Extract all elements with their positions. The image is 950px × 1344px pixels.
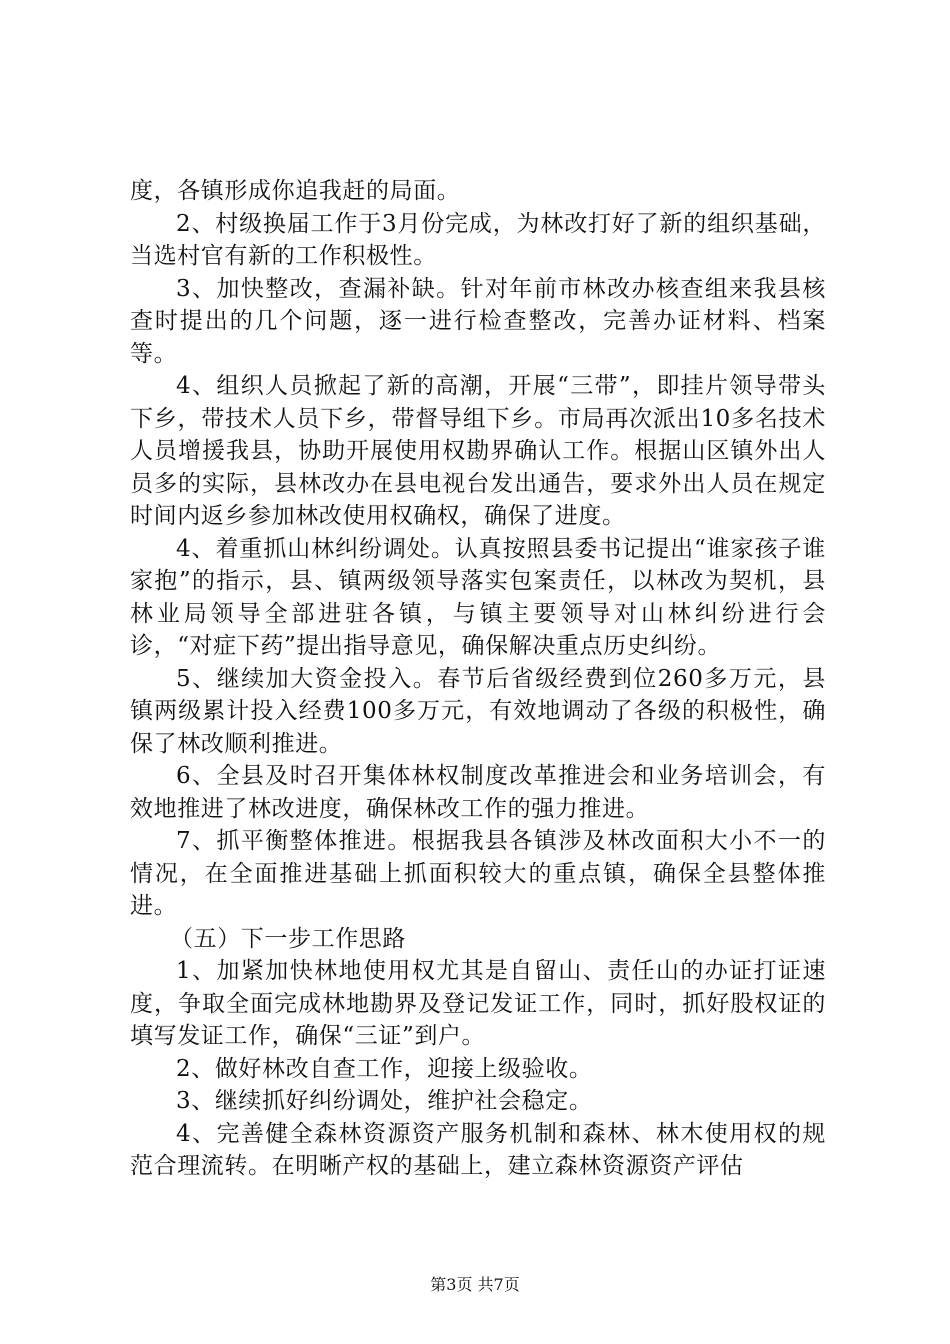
section-heading: （五）下一步工作思路 <box>170 925 406 952</box>
paragraph-item-4b: 4、着重抓山林纠纷调处。认真按照县委书记提出“谁家孩子谁家抱”的指示，县、镇两级领导落实包案责任，以林改为契机，县林业局领导全部进驻各镇，与镇主要领导对山林纠纷进行会诊，“对症下药”提出指导意见，确保解决重点历史纠纷。 <box>130 535 826 659</box>
document-body <box>130 175 826 1183</box>
paragraph-item-4a: 4、组织人员掀起了新的高潮，开展“三带”，即挂片领导带头下乡，带技术人员下乡，带督导组下乡。市局再次派出10多名技术人员增援我县，协助开展使用权勘界确认工作。根据山区镇外出人员多的实际，县林改办在县电视台发出通告，要求外出人员在规定时间内返乡参加林改使用权确权，确保了进度。 <box>130 373 826 529</box>
paragraph-continuation: 度，各镇形成你追我赶的局面。 <box>130 178 461 204</box>
paragraph-plan-2: 2、做好林改自查工作，迎接上级验收。 <box>176 1055 593 1082</box>
paragraph-item-3: 3、加快整改，查漏补缺。针对年前市林改办核查组来我县核查时提出的几个问题，逐一进行检查整改，完善办证材料、档案等。 <box>130 275 826 367</box>
paragraph-item-2: 2、村级换届工作于3月份完成，为林改打好了新的组织基础，当选村官有新的工作积极性。 <box>130 210 826 269</box>
paragraph-item-6: 6、全县及时召开集体林权制度改革推进会和业务培训会，有效地推进了林改进度，确保林改工作的强力推进。 <box>130 763 826 822</box>
paragraph-plan-3: 3、继续抓好纠纷调处，维护社会稳定。 <box>176 1088 593 1114</box>
paragraph-plan-4: 4、完善健全森林资源资产服务机制和森林、林木使用权的规范合理流转。在明晰产权的基础上，建立森林资源资产评估 <box>130 1120 826 1179</box>
paragraph-item-7: 7、抓平衡整体推进。根据我县各镇涉及林改面积大小不一的情况，在全面推进基础上抓面积较大的重点镇，确保全县整体推进。 <box>130 828 826 919</box>
page-number-footer: 第3页 共7页 <box>430 1275 520 1294</box>
paragraph-item-5: 5、继续加大资金投入。春节后省级经费到位260多万元，县镇两级累计投入经费100多万元，有效地调动了各级的积极性，确保了林改顺利推进。 <box>130 665 826 757</box>
paragraph-plan-1: 1、加紧加快林地使用权尤其是自留山、责任山的办证打证速度，争取全面完成林地勘界及登记发证工作，同时，抓好股权证的填写发证工作，确保“三证”到户。 <box>130 958 826 1049</box>
